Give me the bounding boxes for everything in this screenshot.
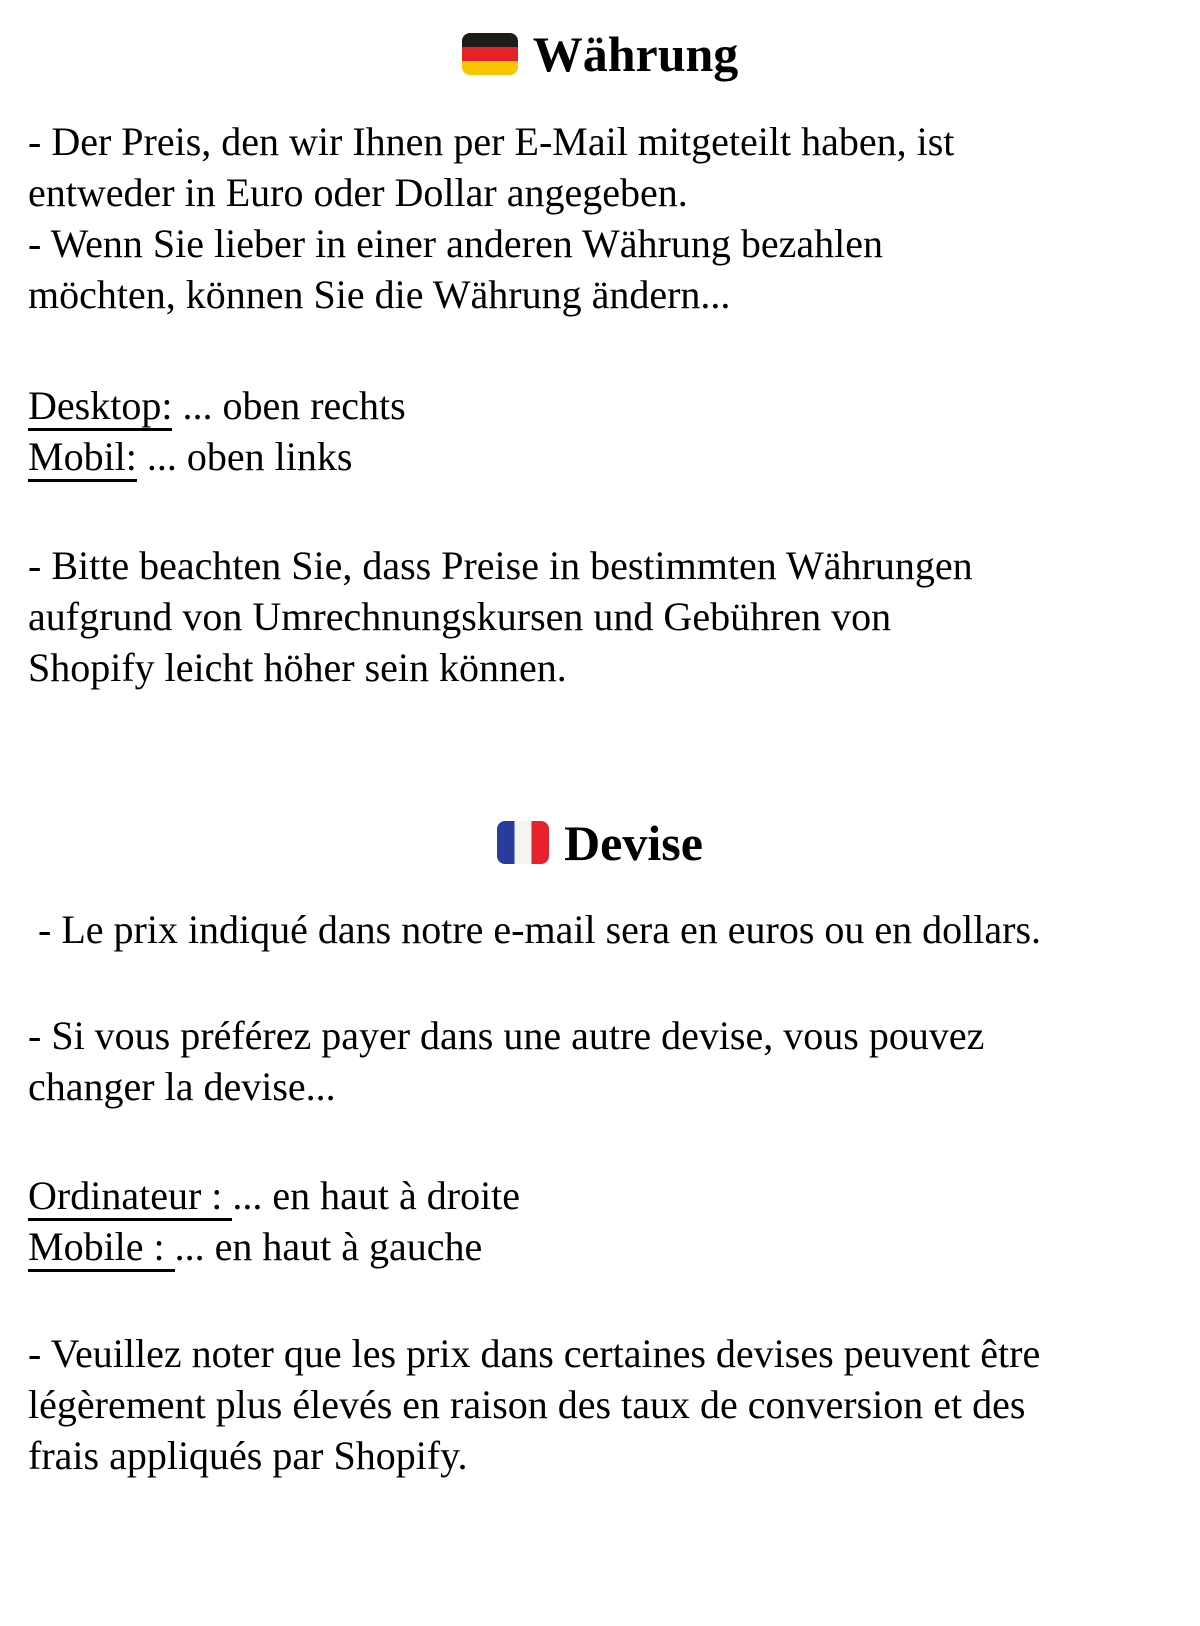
german-heading-label: Währung [532,26,739,82]
german-section [28,26,1172,693]
text-line: aufgrund von Umrechnungskursen und Gebühren von [28,593,892,639]
french-note-paragraph [28,1328,1172,1481]
text-line: Shopify leicht höher sein können. [28,644,567,690]
german-note-paragraph [28,540,1172,693]
desktop-label: Ordinateur : [28,1173,232,1221]
text-line: légèrement plus élevés en raison des taux de conversion et des [28,1382,1026,1427]
german-location-lines [28,380,1172,482]
text-line: - Le prix indiqué dans notre e-mail sera en euros ou en dollars. [28,907,1042,952]
text-line: - Bitte beachten Sie, dass Preise in bestimmten Währungen [28,542,973,588]
french-heading-label: Devise [564,814,703,871]
mobile-rest: ... oben links [136,433,353,479]
desktop-rest: ... oben rechts [172,382,406,428]
french-section [28,815,1172,1482]
text-line: changer la devise... [28,1064,336,1109]
german-heading [28,26,1172,82]
french-change-paragraph [28,1010,1172,1112]
desktop-line [28,380,1172,431]
text-line: - Veuillez noter que les prix dans certaines devises peuvent être [28,1331,1041,1376]
text-line: - Si vous préférez payer dans une autre devise, vous pouvez [28,1013,985,1058]
text-line: - Der Preis, den wir Ihnen per E-Mail mitgeteilt haben, ist [28,118,955,164]
desktop-rest: ... en haut à droite [232,1173,521,1218]
french-heading [28,815,1172,871]
text-line: entweder in Euro oder Dollar angegeben. [28,169,688,215]
text-line: möchten, können Sie die Währung ändern... [28,271,731,317]
desktop-line [28,1170,1172,1221]
text-line: - Wenn Sie lieber in einer anderen Währung bezahlen [28,220,883,266]
french-intro-paragraph [28,904,1172,955]
mobile-label: Mobile : [28,1224,175,1272]
germany-flag-icon [462,33,518,75]
text-line: frais appliqués par Shopify. [28,1433,468,1478]
france-flag-icon [497,821,549,864]
document [0,26,1200,1481]
mobile-label: Mobil: [28,434,137,482]
mobile-rest: ... en haut à gauche [174,1224,483,1269]
german-intro-paragraph [28,116,1172,320]
desktop-label: Desktop: [28,383,172,431]
mobile-line [28,1221,1172,1272]
mobile-line [28,431,1172,482]
french-location-lines [28,1170,1172,1272]
